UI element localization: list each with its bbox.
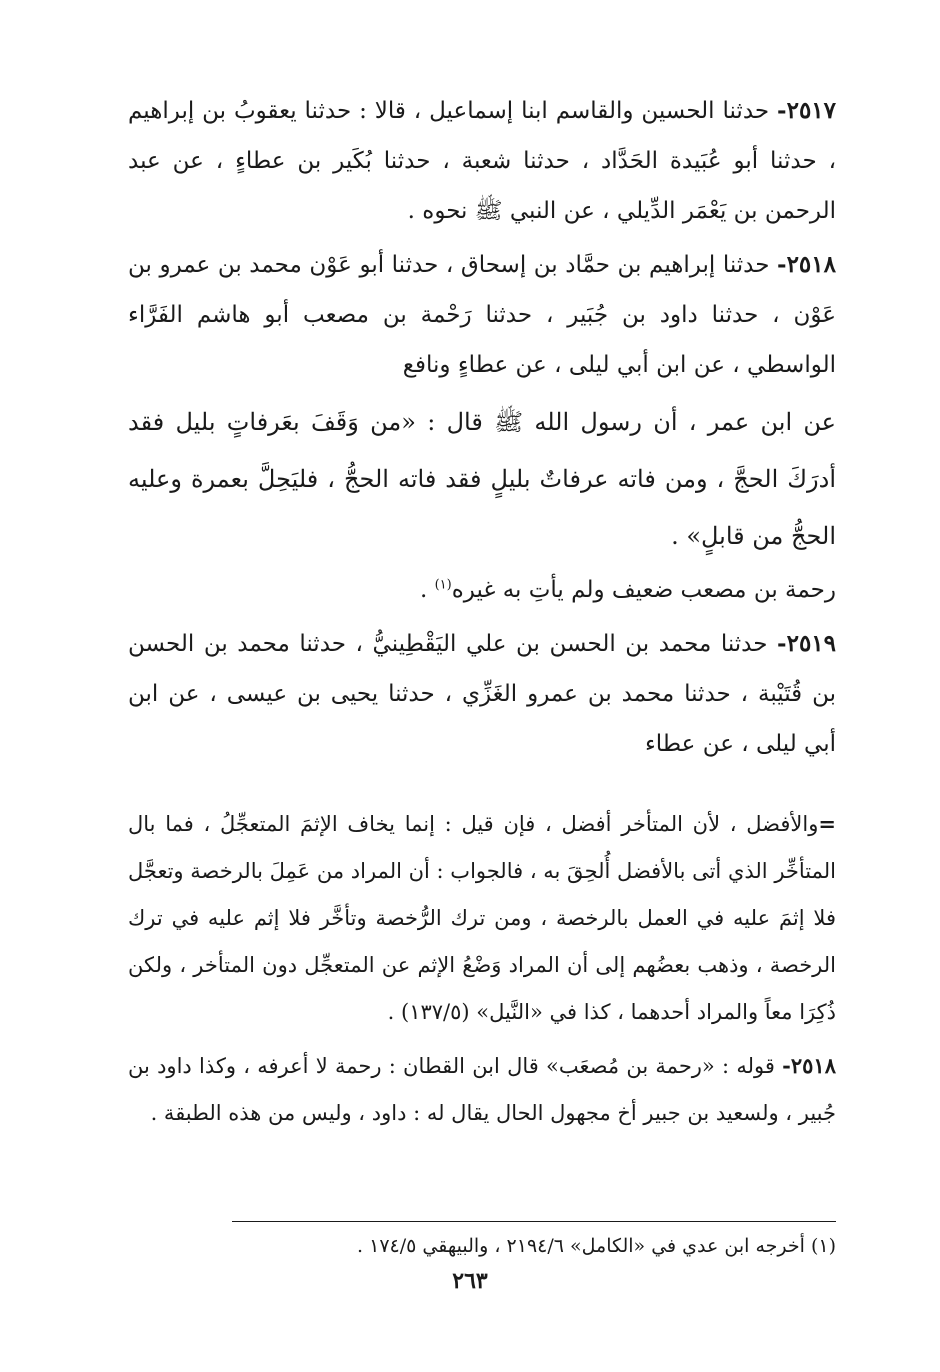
hadith-text: حدثنا إبراهيم بن حمَّاد بن إسحاق ، حدثنا أبو عَوْن محمد بن عمرو بن عَوْن ، حدثنا داود بن جُبَير ، حدثنا رَحْمة بن مصعب أبو هاشم الفَرَّاء الواسطي ، عن ابن أبي ليلى ، عن عطاءٍ ونافع — [128, 252, 836, 378]
footnote-reference[interactable]: (١) — [434, 577, 452, 593]
note-number: ٢٥١٨- — [782, 1053, 836, 1078]
hadith-2518-isnad — [128, 240, 836, 390]
commentary-notes — [128, 800, 836, 1143]
continuation-mark: = — [818, 811, 836, 836]
commentary-text: والأفضل ، لأن المتأخر أفضل ، فإن قيل : إنما يخاف الإثمَ المتعجِّلُ ، فما بال المتأخِّر الذي أتى بالأفضل أُلحِقَ به ، فالجواب : أن المراد من عَمِلَ بالرخصة وتعجَّل فلا إثمَ عليه في العمل بالرخصة ، ومن ترك الرُّخصة وتأخَّر فلا إثم عليه في ترك الرخصة ، وذهب بعضُهم إلى أن المراد وَضْعُ الإثم عن المتعجِّل دون المتأخر ، ولكن ذُكِرَا معاً والمراد أحدهما ، كذا في «النَّيل» (١٣٧/٥) . — [128, 812, 836, 1024]
main-text — [128, 86, 836, 773]
hadith-number: ٢٥١٩- — [777, 630, 837, 657]
hadith-number: ٢٥١٧- — [777, 97, 837, 124]
hadith-number: ٢٥١٨- — [777, 251, 836, 278]
hadith-2518-remark — [128, 565, 836, 615]
footnote: (١) أخرجه ابن عدي في «الكامل» ٢١٩٤/٦ ، والبيهقي ١٧٤/٥ . — [357, 1235, 836, 1257]
hadith-text: حدثنا الحسين والقاسم ابنا إسماعيل ، قالا : حدثنا يعقوبُ بن إبراهيم ، حدثنا أبو عُبَيدة الحَدَّاد ، حدثنا شعبة ، حدثنا بُكَير بن عطاءٍ ، عن عبد الرحمن بن يَعْمَر الدِّيلي ، عن النبي ﷺ نحوه . — [128, 98, 836, 224]
commentary-paragraph-2518 — [128, 1042, 836, 1137]
hadith-text: حدثنا محمد بن الحسن بن علي اليَقْطِينيُّ ، حدثنا محمد بن الحسن بن قُتَيْبة ، حدثنا محمد بن عمرو الغَزِّي ، حدثنا يحيى بن عيسى ، عن ابن أبي ليلى ، عن عطاء — [128, 631, 836, 757]
remark-end: . — [419, 577, 435, 603]
hadith-2518-matn: عن ابن عمر ، أن رسول الله ﷺ قال : «من وَقَفَ بعَرفاتٍ بليل فقد أدرَكَ الحجَّ ، ومن فاته عرفاتٌ بليلٍ فقد فاته الحجُّ ، فليَحِلَّ بعمرة وعليه الحجُّ من قابلٍ» . — [128, 408, 836, 550]
remark-text: رحمة بن مصعب ضعيف ولم يأتِ به غيره — [451, 577, 836, 603]
commentary-text: قوله : «رحمة بن مُصعَب» قال ابن القطان : رحمة لا أعرفه ، وكذا داود بن جُبير ، ولسعيد بن جبير أخ مجهول الحال يقال له : داود ، وليس من هذه الطبقة . — [128, 1054, 836, 1125]
page-number: ٢٦٣ — [452, 1268, 488, 1294]
footnote-divider — [232, 1221, 836, 1222]
commentary-paragraph — [128, 800, 836, 1036]
hadith-2519 — [128, 619, 836, 769]
hadith-2517 — [128, 86, 836, 236]
